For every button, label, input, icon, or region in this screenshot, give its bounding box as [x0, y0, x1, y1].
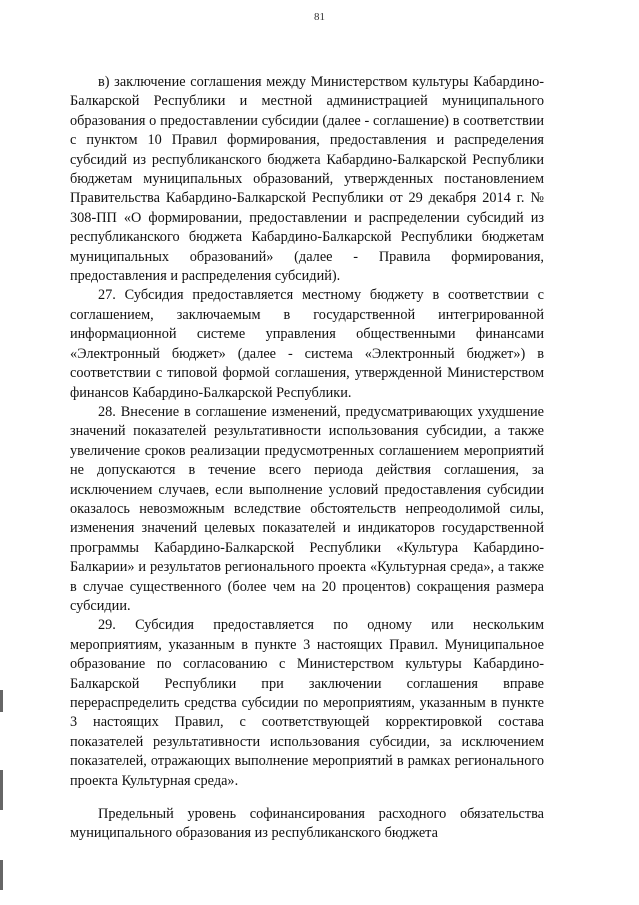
paragraph-29: 29. Субсидия предоставляется по одному или нескольким мероприятиям, указанным в пункте 3 настоящих Правил. Муниципальное образование по согласованию с Министерством культуры Кабардино-Балкарской Республики при заключении соглашения вправе перераспределить средства субсидии по мероприятиям, указанным в пункте 3 настоящих Правил, с соответствующей корректировкой состава показателей результативности использования субсидии, за исключением показателей, отражающих выполнение мероприятий в рамках регионального проекта Культурная среда».: [70, 617, 544, 789]
document-body: [70, 73, 544, 844]
scan-margin-mark: [0, 770, 3, 810]
scan-margin-mark: [0, 690, 3, 712]
paragraph-28: 28. Внесение в соглашение изменений, предусматривающих ухудшение значений показателей результативности использования субсидии, а также увеличение сроков реализации предусмотренных соглашением мероприятий не допускаются в течение всего периода действия соглашения, за исключением случаев, если выполнение условий предоставления субсидии оказалось невозможным вследствие обстоятельств непреодолимой силы, изменения значений целевых показателей и индикаторов государственной программы Кабардино-Балкарской Республики «Культура Кабардино-Балкарии» и результатов регионального проекта «Культурная среда», а также в случае существенного (более чем на 20 процентов) сокращения размера субсидии.: [70, 403, 544, 614]
page-number: 81: [314, 11, 325, 23]
paragraph-27: 27. Субсидия предоставляется местному бюджету в соответствии с соглашением, заключаемым в государственной интегрированной информационной системе управления общественными финансами «Электронный бюджет» (далее - система «Электронный бюджет») в соответствии с типовой формой соглашения, утвержденной Министерством финансов Кабардино-Балкарской Республики.: [70, 287, 544, 401]
paragraph-cofinancing: Предельный уровень софинансирования расходного обязательства муниципального образования из республиканского бюджета: [70, 806, 544, 842]
paragraph-v-agreement: в) заключение соглашения между Министерством культуры Кабардино-Балкарской Республики и местной администрацией муниципального образования о предоставлении субсидии (далее - соглашение) в соответствии с пунктом 10 Правил формирования, предоставления и распределения субсидий из республиканского бюджета Кабардино-Балкарской Республики бюджетам муниципальных образований, утвержденных постановлением Правительства Кабардино-Балкарской Республики от 29 декабря 2014 г. № 308-ПП «О формировании, предоставлении и распределении субсидий из республиканского бюджета Кабардино-Балкарской Республики бюджетам муниципальных образований» (далее - Правила формирования, предоставления и распределения субсидий).: [70, 74, 544, 285]
scan-margin-mark: [0, 860, 3, 890]
